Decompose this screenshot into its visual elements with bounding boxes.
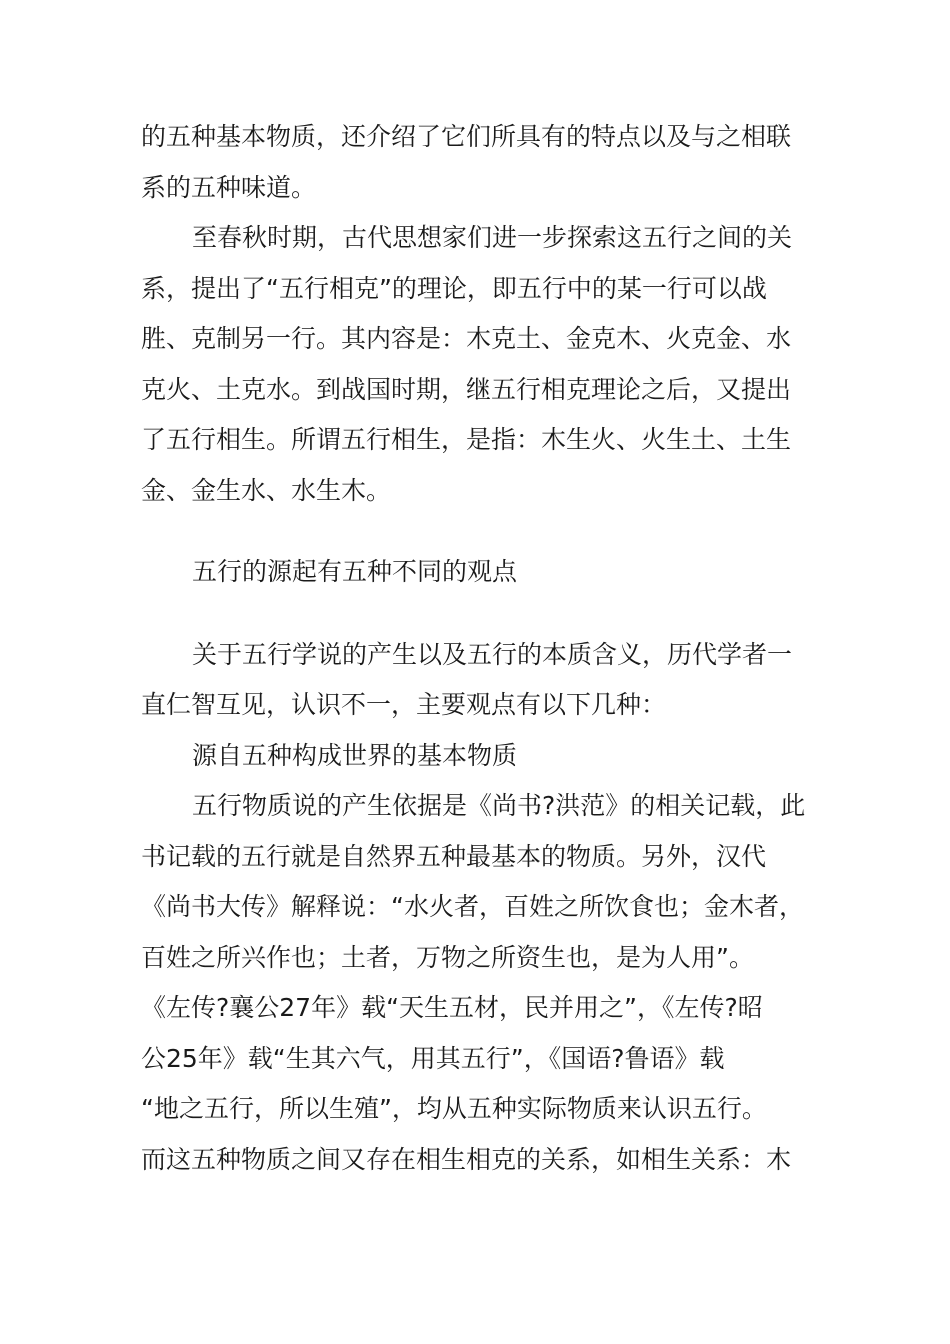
text-line: 关于五行学说的产生以及五行的本质含义，历代学者一: [192, 639, 793, 669]
text-line: 而这五种物质之间又存在相生相克的关系，如相生关系：木: [141, 1144, 792, 1174]
text-line: 直仁智互见，认识不一，主要观点有以下几种：: [141, 690, 667, 719]
text-line: 《左传?襄公27年》载“天生五材，民并用之”，《左传?昭: [141, 993, 763, 1022]
paragraph-material-theory: [141, 781, 821, 1185]
text-line: 克火、土克水。到战国时期，继五行相克理论之后，又提出: [141, 374, 792, 404]
section-heading: [141, 547, 821, 598]
text-line: 至春秋时期，古代思想家们进一步探索这五行之间的关: [192, 223, 793, 252]
text-line: 了五行相生。所谓五行相生，是指：木生火、火生土、土生: [141, 425, 792, 454]
text-line: “地之五行，所以生殖”，均从五种实际物质来认识五行。: [141, 1094, 767, 1123]
text-line: 《尚书大传》解释说：“水火者，百姓之所饮食也；金木者，: [141, 892, 804, 921]
text-line: 系的五种味道。: [141, 172, 317, 202]
text-line: 五行物质说的产生依据是《尚书?洪范》的相关记载，此: [192, 791, 806, 820]
text-line: 公25年》载“生其六气，用其五行”，《国语?鲁语》载: [141, 1043, 725, 1073]
document-body: [141, 112, 821, 1185]
heading-line: 五行的源起有五种不同的观点: [192, 557, 518, 586]
text-line: 金、金生水、水生木。: [141, 475, 392, 505]
subheading: [141, 731, 821, 782]
paragraph-views-intro: [141, 630, 821, 731]
text-line: 书记载的五行就是自然界五种最基本的物质。另外，汉代: [141, 841, 767, 871]
text-line: 百姓之所兴作也；土者，万物之所资生也，是为人用”。: [141, 942, 754, 972]
paragraph-continuation: [141, 112, 821, 213]
text-line: 系，提出了“五行相克”的理论，即五行中的某一行可以战: [141, 273, 767, 303]
paragraph-wuxing-history: [141, 213, 821, 516]
text-line: 的五种基本物质，还介绍了它们所具有的特点以及与之相联: [141, 122, 792, 151]
text-line: 胜、克制另一行。其内容是：木克土、金克木、火克金、水: [141, 324, 792, 353]
subheading-line: 源自五种构成世界的基本物质: [192, 740, 518, 770]
